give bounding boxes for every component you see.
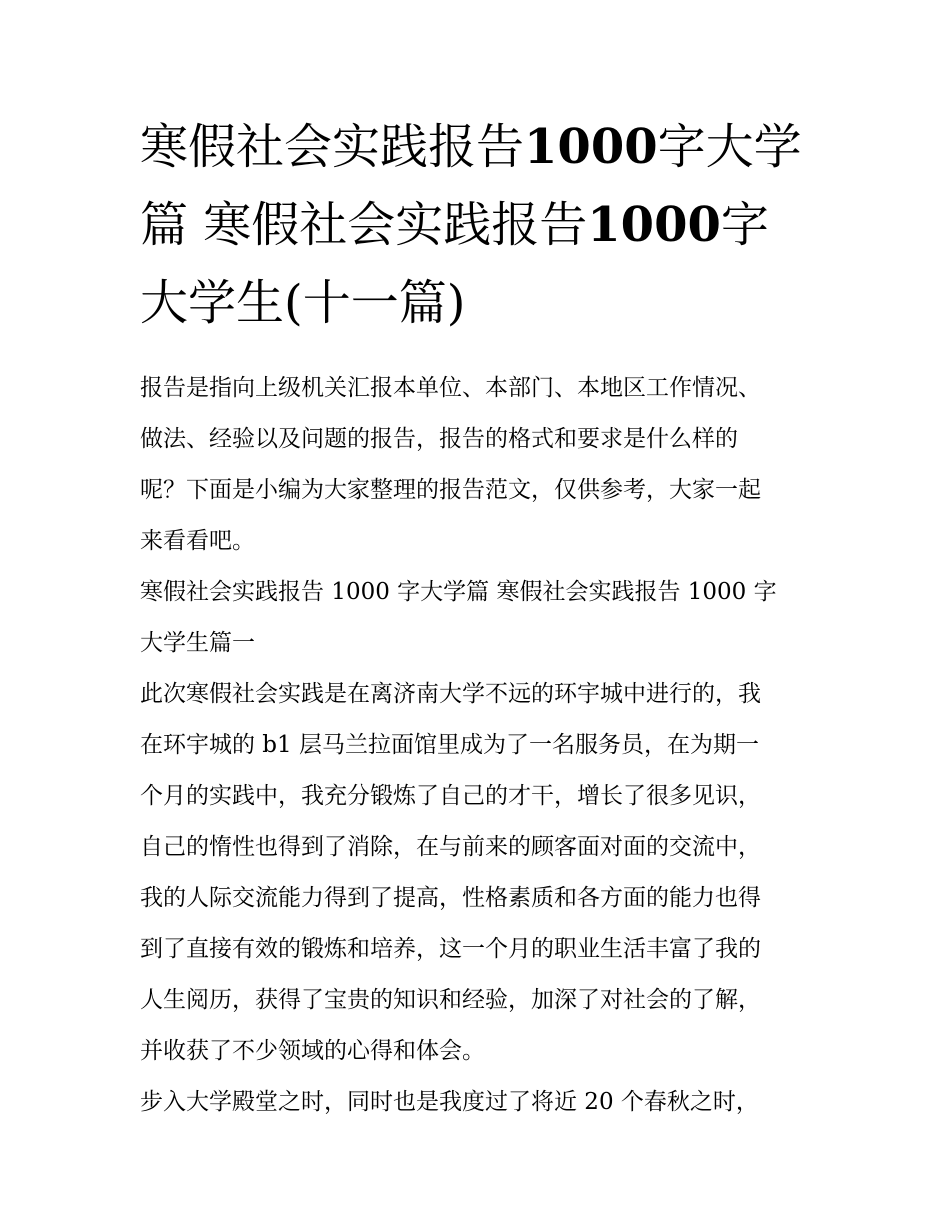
text-line: 到了直接有效的锻炼和培养，这一个月的职业生活丰富了我的 — [140, 936, 761, 962]
text-line: 此次寒假社会实践是在离济南大学不远的环宇城中进行的，我 — [140, 681, 761, 707]
text-line: 报告是指向上级机关汇报本单位、本部门、本地区工作情况、 — [140, 375, 761, 401]
title-number: 1000 — [587, 197, 721, 253]
text-line: 我的人际交流能力得到了提高，性格素质和各方面的能力也得 — [140, 885, 761, 911]
title-line — [140, 186, 820, 264]
text-line: 自己的惰性也得到了消除，在与前来的顾客面对面的交流中， — [140, 834, 761, 860]
title-text: 篇 寒假社会实践报告 — [140, 197, 588, 253]
text-line: 寒假社会实践报告 1000 字大学篇 寒假社会实践报告 1000 字 — [140, 579, 777, 605]
title-line — [140, 264, 820, 342]
body-paragraph — [140, 669, 820, 1077]
text-line: 并收获了不少领域的心得和体会。 — [140, 1038, 485, 1064]
title-text: 寒假社会实践报告 — [140, 119, 525, 175]
title-text: 字 — [720, 197, 769, 253]
title-line — [140, 108, 820, 186]
text-line: 个月的实践中，我充分锻炼了自己的才干，增长了很多见识， — [140, 783, 761, 809]
text-line: 呢？下面是小编为大家整理的报告范文，仅供参考，大家一起 — [140, 477, 761, 503]
text-line: 做法、经验以及问题的报告，报告的格式和要求是什么样的 — [140, 426, 738, 452]
title-text: 字大学 — [657, 119, 802, 175]
text-line: 大学生篇一 — [140, 630, 255, 656]
text-line: 来看看吧。 — [140, 528, 255, 554]
title-text: 大学生(十一篇) — [140, 275, 466, 331]
text-line: 步入大学殿堂之时，同时也是我度过了将近 20 个春秋之时， — [140, 1089, 759, 1115]
body-paragraph — [140, 1077, 820, 1128]
document-title — [140, 108, 820, 342]
section-subtitle — [140, 567, 820, 669]
text-line: 在环宇城的 b1 层马兰拉面馆里成为了一名服务员，在为期一 — [140, 732, 759, 758]
title-number: 1000 — [524, 119, 658, 175]
intro-paragraph — [140, 363, 820, 567]
text-line: 人生阅历，获得了宝贵的知识和经验，加深了对社会的了解， — [140, 987, 761, 1013]
document-content — [140, 108, 820, 1128]
